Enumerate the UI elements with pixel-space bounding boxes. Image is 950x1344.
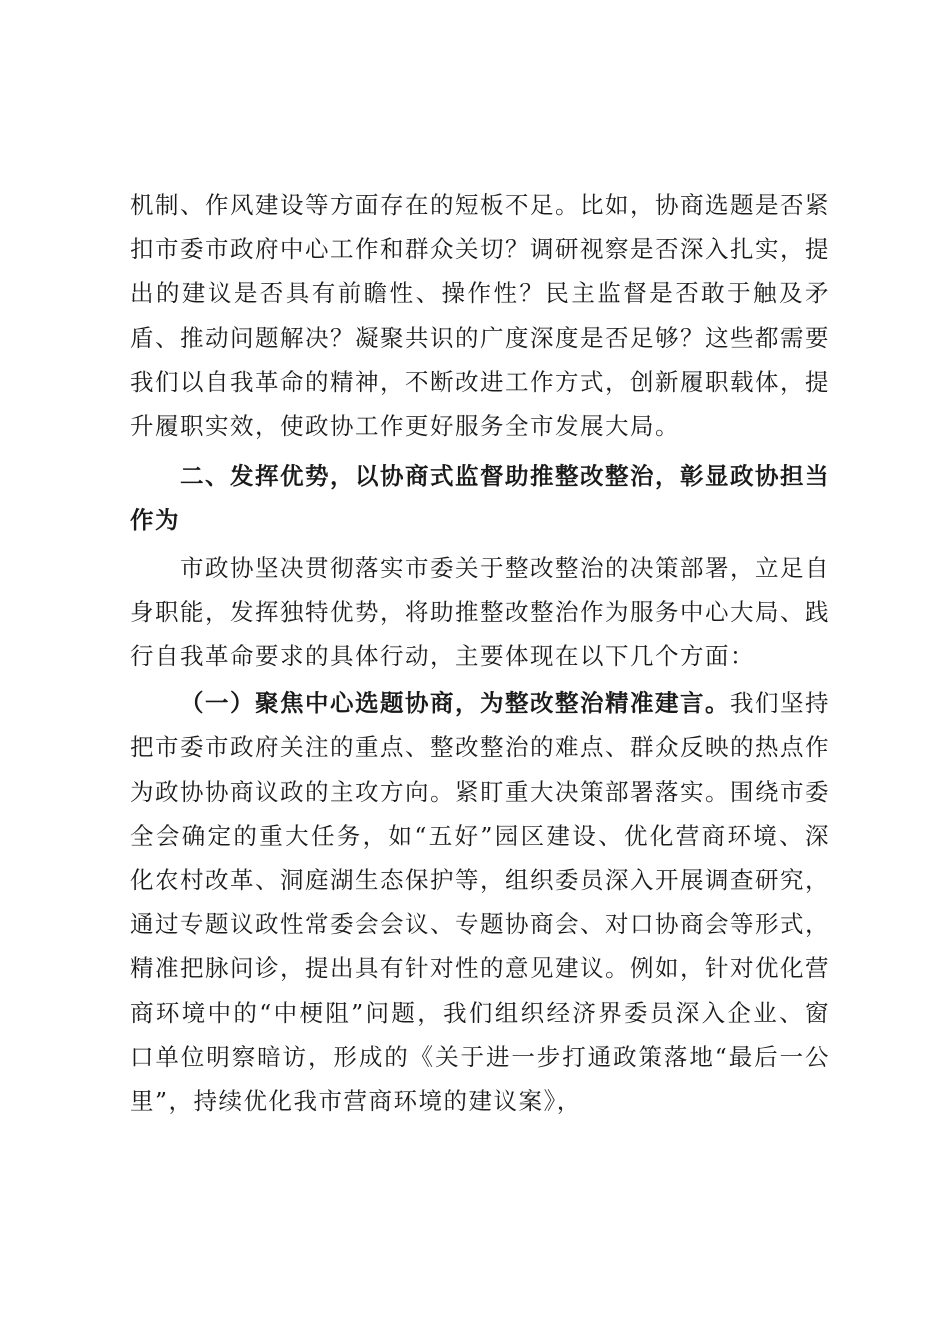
spacer	[130, 448, 830, 451]
subsection-body: 我们坚持把市委市政府关注的重点、整改整治的难点、群众反映的热点作为政协协商议政的主攻方向。紧盯重大决策部署落实。围绕市委全会确定的重大任务，如“五好”园区建设、优化营商环境、深化农村改革、洞庭湖生态保护等，组织委员深入开展调查研究，通过专题议政性常委会会议、专题协商会、对口协商会等形式，精准把脉问诊，提出具有针对性的意见建议。例如，针对优化营商环境中的“中梗阻”问题，我们组织经济界委员深入企业、窗口单位明察暗访，形成的《关于进一步打通政策落地“最后一公里”，持续优化我市营商环境的建议案》，	[130, 689, 830, 1116]
section-heading: 二、发挥优势，以协商式监督助推整改整治，彰显政协担当作为	[130, 462, 830, 535]
document-body	[130, 183, 830, 1123]
intro-paragraph: 市政协坚决贯彻落实市委关于整改整治的决策部署，立足自身职能，发挥独特优势，将助推整改整治作为服务中心大局、践行自我革命要求的具体行动，主要体现在以下几个方面：	[130, 553, 830, 671]
subsection-paragraph	[130, 681, 830, 1123]
subsection-lead: （一）聚焦中心选题协商，为整改整治精准建言。	[180, 689, 730, 718]
continuation-paragraph: 机制、作风建设等方面存在的短板不足。比如，协商选题是否紧扣市委市政府中心工作和群众关切？调研视察是否深入扎实，提出的建议是否具有前瞻性、操作性？民主监督是否敢于触及矛盾、推动问题解决？凝聚共识的广度深度是否足够？这些都需要我们以自我革命的精神，不断改进工作方式，创新履职载体，提升履职实效，使政协工作更好服务全市发展大局。	[130, 191, 830, 441]
